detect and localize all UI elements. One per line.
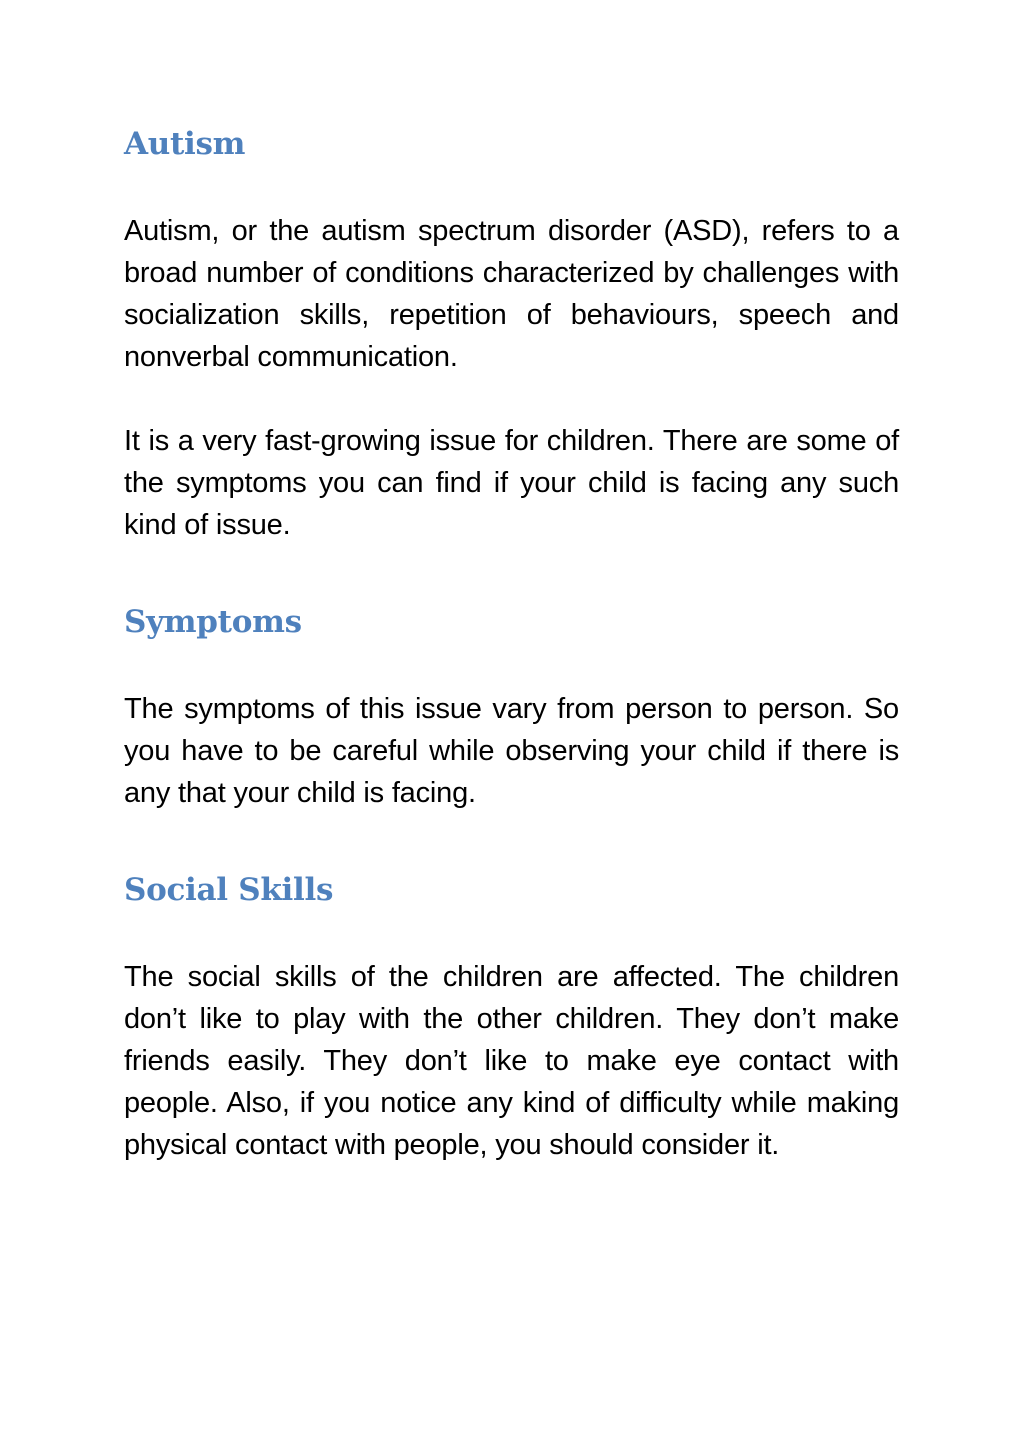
document-content [124,122,899,1166]
section-heading-social-skills: Social Skills [124,872,334,908]
section-symptoms [124,600,899,814]
paragraph-autism-definition: Autism, or the autism spectrum disorder (ASD), refers to a broad number of conditions characterized by challenges with socialization skills, repetition of behaviours, speech and nonverbal communication. [124,215,899,373]
section-autism [124,122,899,546]
paragraph-symptoms: The symptoms of this issue vary from person to person. So you have to be careful while observing your child if there is any that your child is facing. [124,693,899,809]
section-social-skills [124,868,899,1166]
paragraph-autism-growth: It is a very fast-growing issue for children. There are some of the symptoms you can find if your child is facing any such kind of issue. [124,425,899,541]
section-heading-symptoms: Symptoms [124,604,302,640]
paragraph-social-skills: The social skills of the children are affected. The children don’t like to play with the other children. They don’t make friends easily. They don’t like to make eye contact with people. Also, if you notice any kind of difficulty while making physical contact with people, you should consider it. [124,961,899,1161]
section-heading-autism: Autism [124,126,246,162]
